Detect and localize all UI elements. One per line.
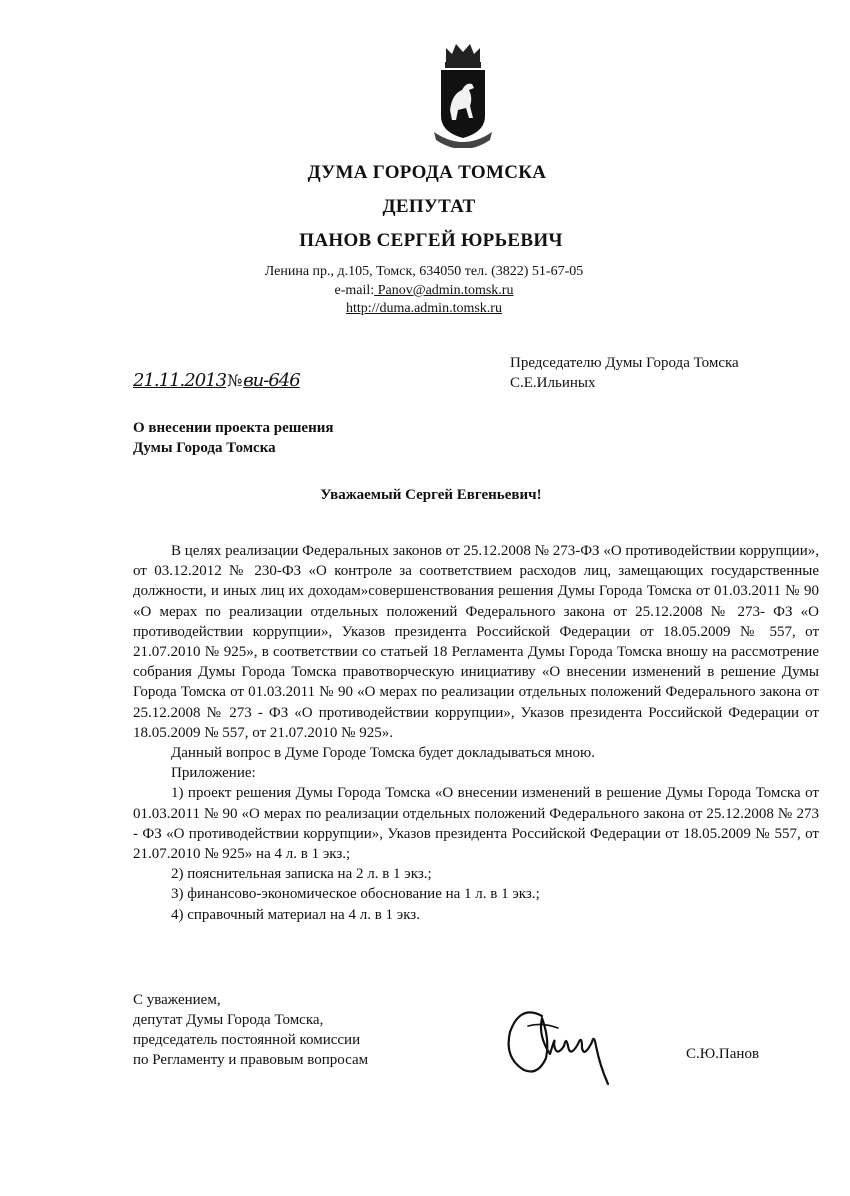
email-label: e-mail: <box>334 283 375 298</box>
addressee-name: С.Е.Ильиных <box>510 375 596 391</box>
attachment-item: 1) проект решения Думы Города Томска «О внесении изменений в решение Думы Города Томска от 01.03.2011 № 90 «О мерах по реализации отдельных положений Федерального закона от 25.12.2008 № 273 - ФЗ «О противодействии коррупции», Указов президента Российской Федерации от 18.05.2009 № 557, от 21.07.2010 № 925» на 4 л. в 1 экз.; <box>133 785 819 863</box>
deputy-name: ПАНОВ СЕРГЕЙ ЮРЬЕВИЧ <box>299 230 563 251</box>
website-link[interactable]: http://duma.admin.tomsk.ru <box>346 301 502 316</box>
closing-line: председатель постоянной комиссии <box>133 1032 361 1048</box>
website-line <box>74 301 774 317</box>
attachments-list <box>133 783 819 924</box>
subject-block <box>133 418 334 458</box>
registration-stamp <box>133 370 300 391</box>
email-link[interactable]: Panov@admin.tomsk.ru <box>374 283 514 298</box>
city-coat-of-arms-icon <box>432 40 494 148</box>
attachment-item: 4) справочный материал на 4 л. в 1 экз. <box>171 906 420 923</box>
number-sign: № <box>227 371 243 390</box>
addressee-block <box>510 353 739 393</box>
subject-line-2: Думы Города Томска <box>133 440 276 456</box>
body-paragraph: Данный вопрос в Думе Городе Томска будет докладываться мною. <box>171 745 595 762</box>
registration-number: ви-646 <box>243 370 300 391</box>
postal-address: Ленина пр., д.105, Томск, 634050 тел. (3822) 51-67-05 <box>264 264 584 279</box>
handwritten-signature-icon <box>498 996 622 1088</box>
subject-line-1: О внесении проекта решения <box>133 420 334 436</box>
attachment-item: 3) финансово-экономическое обоснование на 1 л. в 1 экз.; <box>171 886 540 903</box>
closing-line: депутат Думы Города Томска, <box>133 1012 324 1028</box>
letter-body <box>133 541 819 925</box>
email-line <box>74 283 774 299</box>
closing-block <box>133 990 368 1070</box>
salutation: Уважаемый Сергей Евгеньевич! <box>320 487 542 503</box>
closing-line: С уважением, <box>133 992 221 1008</box>
role-title: ДЕПУТАТ <box>382 196 476 217</box>
attachments-label: Приложение: <box>171 765 256 782</box>
signer-name: С.Ю.Панов <box>686 1046 760 1062</box>
org-title: ДУМА ГОРОДА ТОМСКА <box>307 162 547 183</box>
body-paragraph: В целях реализации Федеральных законов от 25.12.2008 № 273-ФЗ «О противодействии коррупции», от 03.12.2012 № 230-ФЗ «О контроле за соответствием расходов лиц, замещающих государственные должности, и иных лиц их доходам»совершенствования решения Думы Города Томска от 01.03.2011 № 90 «О мерах по реализации отдельных положений Федерального закона от 25.12.2008 № 273- ФЗ «О противодействии коррупции», Указов президента Российской Федерации от 18.05.2009 № 557, от 21.07.2010 № 925», в соответствии со статьей 18 Регламента Думы Города Томска вношу на рассмотрение собрания Думы Города Томска правотворческую инициативу «О внесении изменений в решение Думы Города Томска от 01.03.2011 № 90 «О мерах по реализации отдельных положений Федерального закона от 25.12.2008 № 273 - ФЗ «О противодействии коррупции», Указов президента Российской Федерации от 18.05.2009 № 557, от 21.07.2010 № 925». <box>133 543 819 741</box>
addressee-title: Председателю Думы Города Томска <box>510 355 739 371</box>
attachment-item: 2) пояснительная записка на 2 л. в 1 экз.; <box>171 866 432 883</box>
closing-line: по Регламенту и правовым вопросам <box>133 1052 369 1068</box>
registration-date: 21.11.2013 <box>133 370 227 391</box>
